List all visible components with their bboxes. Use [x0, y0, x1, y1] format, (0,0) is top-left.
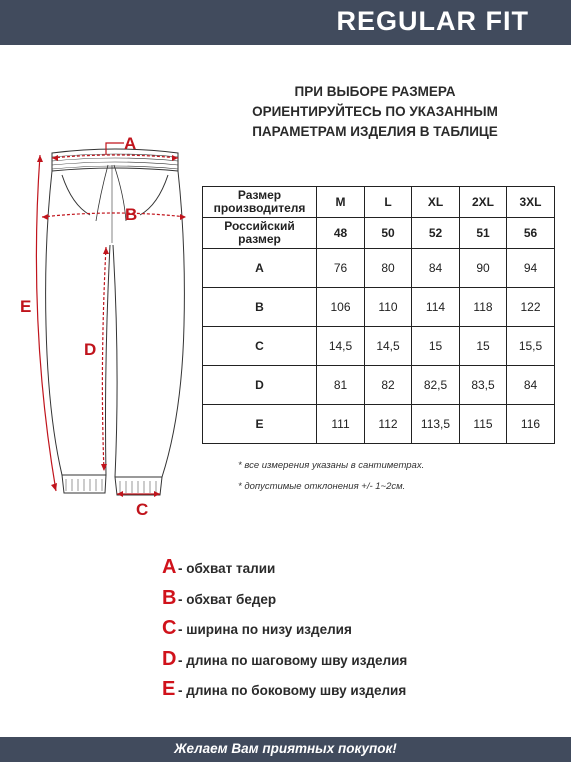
size-header: L	[365, 187, 412, 218]
size-header: 2XL	[460, 187, 507, 218]
table-cell: 122	[507, 288, 555, 327]
measurement-arrows	[37, 155, 186, 497]
ru-size-cell: 48	[317, 218, 365, 249]
legend-text: - обхват бедер	[178, 591, 277, 607]
fit-title: REGULAR FIT	[336, 6, 529, 36]
intro-line-2: ОРИЕНТИРУЙТЕСЬ ПО УКАЗАННЫМ	[252, 104, 498, 119]
ru-size-cell: 51	[460, 218, 507, 249]
pants-outline	[46, 149, 185, 495]
manufacturer-size-label: Размер производителя	[203, 187, 317, 218]
footer-bar	[0, 737, 571, 762]
pants-diagram	[0, 125, 200, 525]
ru-size-cell: 56	[507, 218, 555, 249]
legend-text: - обхват талии	[178, 561, 276, 576]
param-letter: D	[203, 366, 317, 405]
intro-text	[225, 82, 525, 142]
table-cell: 106	[317, 288, 365, 327]
legend-text: - ширина по низу изделия	[178, 622, 352, 637]
table-cell: 84	[507, 366, 555, 405]
size-header: 3XL	[507, 187, 555, 218]
table-cell: 112	[365, 405, 412, 444]
legend-letter: B	[162, 586, 177, 609]
diagram-label-e: E	[20, 297, 32, 316]
param-letter: A	[203, 249, 317, 288]
legend-item	[162, 617, 407, 648]
table-cell: 110	[365, 288, 412, 327]
legend-letter: C	[162, 617, 177, 639]
table-cell: 15,5	[507, 327, 555, 366]
russian-size-label: Российский размер	[203, 218, 317, 249]
param-letter: E	[203, 405, 317, 444]
table-cell: 15	[412, 327, 460, 366]
table-cell: 90	[460, 249, 507, 288]
param-letter: B	[203, 288, 317, 327]
note-tolerance: * допустимые отклонения +/- 1~2см.	[238, 481, 406, 492]
intro-line-3: ПАРАМЕТРАМ ИЗДЕЛИЯ В ТАБЛИЦЕ	[252, 124, 498, 139]
legend-text: - длина по боковому шву изделия	[178, 683, 407, 698]
russian-size-row	[203, 218, 555, 249]
intro-line-1: ПРИ ВЫБОРЕ РАЗМЕРА	[294, 84, 456, 99]
size-table	[202, 186, 555, 444]
legend-letter: A	[162, 556, 177, 578]
legend-text: - длина по шаговому шву изделия	[178, 652, 408, 668]
param-letter: C	[203, 327, 317, 366]
legend-letter: D	[162, 647, 177, 670]
header-bar	[0, 0, 571, 45]
table-row	[203, 366, 555, 405]
table-header-row	[203, 187, 555, 218]
table-cell: 115	[460, 405, 507, 444]
table-cell: 94	[507, 249, 555, 288]
size-header: M	[317, 187, 365, 218]
table-cell: 82	[365, 366, 412, 405]
notes	[238, 460, 424, 502]
size-header: XL	[412, 187, 460, 218]
table-cell: 15	[460, 327, 507, 366]
table-row	[203, 405, 555, 444]
table-cell: 83,5	[460, 366, 507, 405]
table-cell: 76	[317, 249, 365, 288]
footer-text: Желаем Вам приятных покупок!	[174, 741, 397, 756]
diagram-label-d: D	[84, 340, 97, 359]
table-cell: 84	[412, 249, 460, 288]
legend-item	[162, 678, 407, 709]
table-row	[203, 249, 555, 288]
diagram-label-b: B	[125, 205, 138, 224]
table-row	[203, 288, 555, 327]
ru-size-cell: 50	[365, 218, 412, 249]
table-cell: 14,5	[317, 327, 365, 366]
table-row	[203, 327, 555, 366]
table-cell: 118	[460, 288, 507, 327]
ru-size-cell: 52	[412, 218, 460, 249]
table-cell: 111	[317, 405, 365, 444]
diagram-label-a: A	[124, 134, 137, 153]
legend-item	[162, 556, 407, 587]
table-cell: 14,5	[365, 327, 412, 366]
legend-item	[162, 587, 407, 618]
measurement-lines	[36, 143, 186, 494]
table-cell: 82,5	[412, 366, 460, 405]
legend-item	[162, 648, 407, 679]
table-cell: 116	[507, 405, 555, 444]
legend	[162, 556, 407, 709]
legend-letter: E	[162, 678, 176, 700]
table-cell: 81	[317, 366, 365, 405]
table-cell: 80	[365, 249, 412, 288]
table-cell: 114	[412, 288, 460, 327]
table-cell: 113,5	[412, 405, 460, 444]
note-units: * все измерения указаны в сантиметрах.	[238, 460, 425, 471]
diagram-label-c: C	[136, 500, 149, 519]
